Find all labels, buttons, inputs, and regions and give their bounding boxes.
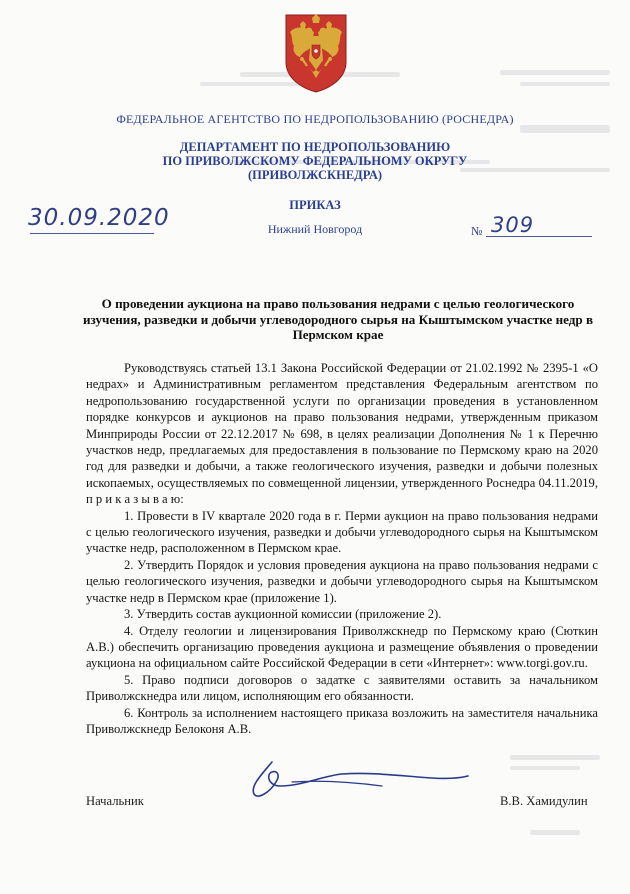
bleed-through-mark (530, 830, 580, 835)
body-paragraph: 2. Утвердить Порядок и условия проведения аукциона на право пользования недрами с целью геологического изучения, разведки и добычи углеводородного сырья на Кыштымском участке недр в Пермском крае (приложение 1). (86, 557, 598, 605)
handwritten-signature (232, 752, 472, 804)
signatory-position: Начальник (86, 794, 144, 808)
body-paragraph: 5. Право подписи договоров о задатке с заявителями оставить за начальником Приволжскнедра или лицом, исполняющим его обязанности. (86, 672, 598, 704)
body-paragraph: 4. Отделу геологии и лицензирования Приволжскнедр по Пермскому краю (Сюткин А.В.) обеспечить организацию проведения аукциона и размещение объявления о проведении аукциона на официальном сайте Российской Федерации в сети «Интернет»: www.torgi.gov.ru. (86, 623, 598, 671)
body-paragraph: 3. Утвердить состав аукционной комиссии (приложение 2). (124, 607, 442, 622)
order-number: 309 (491, 213, 535, 237)
number-underline (486, 236, 592, 237)
document-type: ПРИКАЗ (289, 198, 341, 212)
coat-of-arms-icon (283, 12, 349, 94)
signatory-name: В.В. Хамидулин (500, 794, 588, 808)
number-sign: № (471, 224, 483, 238)
bleed-through-mark (520, 82, 610, 86)
bleed-through-mark (510, 755, 600, 760)
department-line: ДЕПАРТАМЕНТ ПО НЕДРОПОЛЬЗОВАНИЮ (179, 140, 451, 154)
order-body (86, 360, 598, 737)
department-line: (ПРИВОЛЖСКНЕДРА) (247, 168, 383, 182)
agency-name: ФЕДЕРАЛЬНОЕ АГЕНТСТВО ПО НЕДРОПОЛЬЗОВАНИЮ (РОСНЕДРА) (116, 112, 514, 126)
order-date: 30.09.2020 (28, 205, 170, 231)
order-title: О проведении аукциона на право пользования недрами с целью геологического изучения, разведки и добычи углеводородного сырья на Кыштымском участке недр в Пермском крае (82, 296, 594, 342)
bleed-through-mark (510, 766, 580, 770)
body-paragraph: Руководствуясь статьей 13.1 Закона Российской Федерации от 21.02.1992 № 2395-1 «О недрах» и Административным регламентом представления Федеральным агентством по недропользованию государственной услуги по организации проведения в установленном порядке конкурсов и аукционов на право пользования недрами, утвержденным приказом Минприроды России от 22.12.2017 № 698, в целях реализации Дополнения № 1 к Перечню участков недр, предлагаемых для предоставления в пользование по Пермскому краю на 2020 год для разведки и добычи, а также геологического изучения, разведки и добычи полезных ископаемых, осуществляемых по совмещенной лицензии, утвержденного Роснедра 04.11.2019, п р и к а з ы в а ю: (86, 361, 598, 507)
body-paragraph: 6. Контроль за исполнением настоящего приказа возложить на заместителя начальника Приволжскнедр Белоконя А.В. (86, 705, 598, 736)
department-line: ПО ПРИВОЛЖСКОМУ ФЕДЕРАЛЬНОМУ ОКРУГУ (162, 154, 468, 168)
bleed-through-mark (500, 70, 610, 75)
city: Нижний Новгород (267, 222, 363, 236)
body-paragraph: 1. Провести в IV квартале 2020 года в г. Перми аукцион на право пользования недрами с целью геологического изучения, разведки и добычи углеводородного сырья на Кыштымском участке недр, расположенном в Пермском крае. (86, 508, 598, 556)
department-name (0, 140, 630, 182)
